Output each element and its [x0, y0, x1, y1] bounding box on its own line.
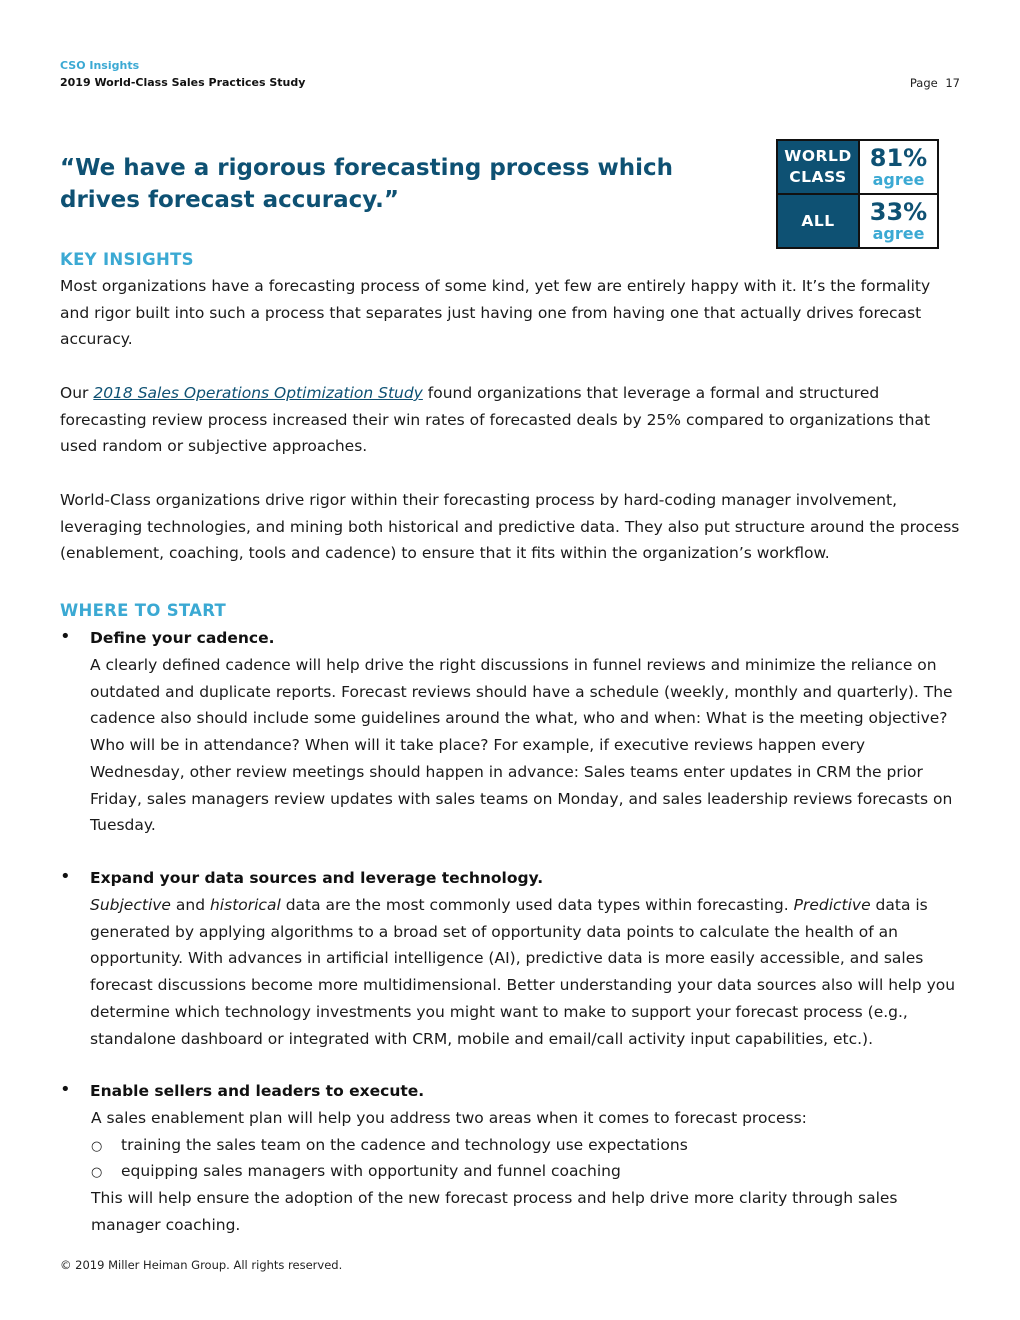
stat-value-world-class — [860, 141, 937, 193]
paragraph-text: found organizations that leverage a formal and structured forecasting review process increased their win rates of forecasted deals by 25% compared to organizations that used random or subjective approaches. — [60, 384, 931, 456]
sub-bullet-text: training the sales team on the cadence and technology use expectations — [121, 1136, 688, 1154]
sub-bullet-equipping — [91, 1158, 951, 1187]
emphasis-subjective: Subjective — [90, 896, 171, 914]
key-insights-paragraph-1: Most organizations have a forecasting process of some kind, yet few are entirely happy with it. It’s the formality and rigor built into such a process that separates just having one from having one that actually drives forecast accuracy. — [60, 277, 931, 349]
bullet-icon: • — [60, 866, 71, 887]
key-insights-heading: KEY INSIGHTS — [60, 250, 194, 269]
page-indicator — [906, 76, 960, 90]
copyright-footer: © 2019 Miller Heiman Group. All rights reserved. — [60, 1258, 343, 1272]
stat-percent: 81% — [869, 144, 928, 172]
bullet-icon: • — [60, 1079, 71, 1100]
bullet-body-data-sources — [90, 892, 960, 1052]
stat-value-all — [860, 195, 937, 247]
stat-percent: 33% — [869, 198, 928, 226]
sub-bullet-text: equipping sales managers with opportunity and funnel coaching — [121, 1162, 621, 1180]
key-insights-paragraph-2 — [60, 380, 960, 460]
body-text: data is generated by applying algorithms to a broad set of opportunity data points to calculate the health of an opportunity. With advances in artificial intelligence (AI), predictive data is more easily accessible, and sales forecast discussions become more multidimensional. Better understanding your data sources also will help you determine which technology investments you might want to make to support your forecast process (e.g., standalone dashboard or integrated with CRM, mobile and email/call activity input capabilities, etc.). — [90, 896, 956, 1048]
paragraph-text: Our — [60, 384, 94, 402]
page-label: Page — [909, 76, 938, 90]
circle-bullet-icon: ○ — [91, 1139, 103, 1154]
bullet-icon: • — [60, 626, 71, 647]
brand-name: CSO Insights — [60, 59, 140, 72]
stat-caption: agree — [872, 170, 925, 189]
body-text: data are the most commonly used data types within forecasting. — [280, 896, 794, 914]
where-to-start-heading: WHERE TO START — [60, 601, 227, 620]
bullet-title-data-sources: Expand your data sources and leverage technology. — [90, 869, 544, 887]
emphasis-predictive: Predictive — [793, 896, 871, 914]
page-number: 17 — [945, 76, 960, 90]
stat-caption: agree — [872, 224, 925, 243]
page-title-quote: “We have a rigorous forecasting process which drives forecast accuracy.” — [60, 155, 674, 213]
emphasis-historical: historical — [209, 896, 281, 914]
bullet-title-cadence: Define your cadence. — [90, 629, 275, 647]
study-link[interactable]: 2018 Sales Operations Optimization Study — [93, 384, 423, 402]
bullet-title-enable: Enable sellers and leaders to execute. — [90, 1082, 425, 1100]
bullet-body-enable-intro: A sales enablement plan will help you address two areas when it comes to forecast process: — [91, 1109, 807, 1127]
study-title: 2019 World-Class Sales Practices Study — [60, 76, 306, 89]
circle-bullet-icon: ○ — [91, 1165, 103, 1180]
sub-bullet-training — [91, 1132, 951, 1161]
stat-box — [776, 139, 939, 249]
stat-label-world-class: WORLD CLASS — [778, 141, 858, 193]
body-text: and — [170, 896, 210, 914]
bullet-body-enable-outro: This will help ensure the adoption of the new forecast process and help drive more clarity through sales manager coaching. — [91, 1189, 898, 1234]
key-insights-paragraph-3: World-Class organizations drive rigor within their forecasting process by hard-coding manager involvement, leveraging technologies, and mining both historical and predictive data. They also put structure around the process (enablement, coaching, tools and cadence) to ensure that it fits within the organization’s workflow. — [60, 491, 960, 563]
stat-label-all: ALL — [778, 195, 858, 247]
bullet-body-cadence: A clearly defined cadence will help drive the right discussions in funnel reviews and minimize the reliance on outdated and duplicate reports. Forecast reviews should have a schedule (weekly, monthly and quarterly). The cadence also should include some guidelines around the what, who and when: What is the meeting objective? Who will be in attendance? When will it take place? For example, if executive reviews happen every Wednesday, other review meetings should happen in advance: Sales teams enter updates in CRM the prior Friday, sales managers review updates with sales teams on Monday, and sales leadership reviews forecasts on Tuesday. — [90, 656, 953, 835]
